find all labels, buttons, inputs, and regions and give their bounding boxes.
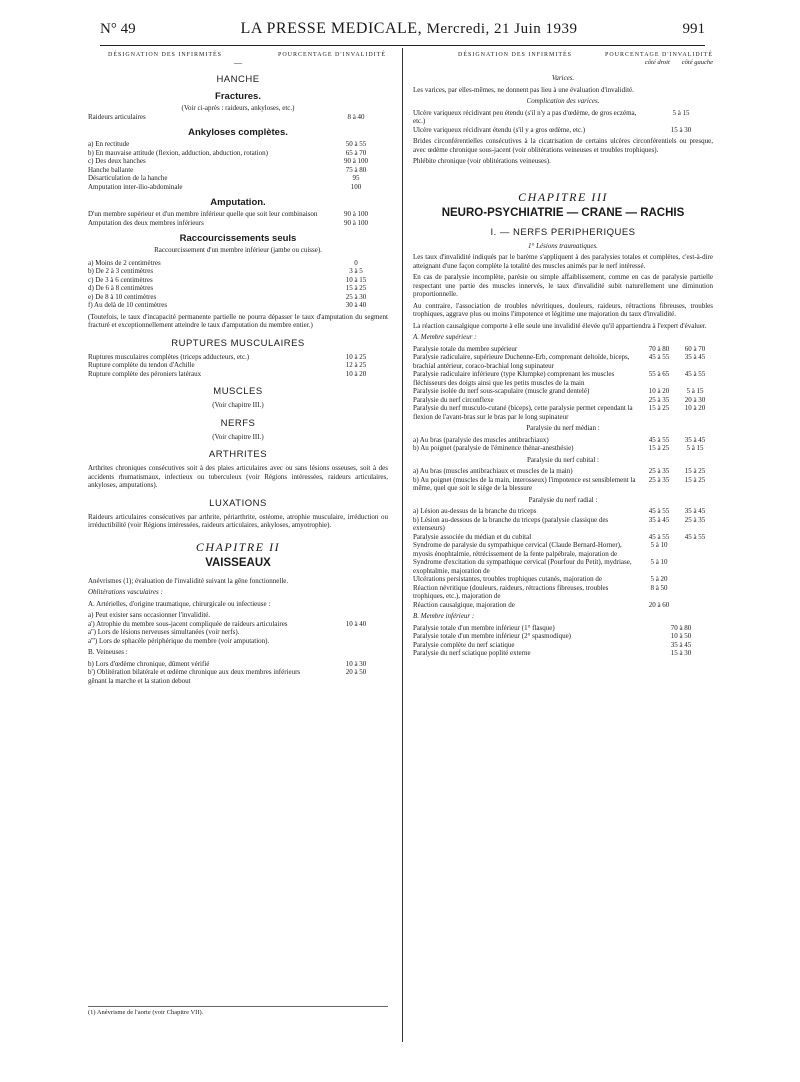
row-value-gauche: 5 à 15 — [686, 444, 704, 452]
row-value-gauche: 10 à 20 — [684, 404, 706, 412]
row-value: 10 à 20 — [345, 369, 367, 378]
table-row — [413, 624, 713, 633]
table-row — [88, 259, 388, 268]
row-value-droit: 10 à 20 — [648, 387, 670, 395]
luxations-paragraph: Raideurs articulaires consécutives par arthrite, périarthrite, ostéome, atrophie musculaire, irréduction ou irréductibilité (voir Régions intéressées, raideurs articulaires, ankyloses, amyotrophie). — [88, 512, 388, 529]
ruptures-list — [88, 353, 388, 379]
row-label: a''') Lors de sphacèle périphérique du membre (voir amputation). — [88, 636, 270, 645]
row-label: b) Au poignet (muscles de la main, interosseux) l'impotence est sensiblement la même, quel que soit le siège de la blessure — [413, 475, 636, 492]
row-label: Paralysie du nerf sciatique poplité externe — [413, 649, 531, 657]
table-row — [88, 353, 388, 362]
table-row — [413, 558, 713, 575]
row-value: 50 à 55 — [345, 140, 367, 148]
amputation-list — [88, 210, 388, 227]
row-label: Réaction causalgique, majoration de — [413, 600, 515, 609]
row-value: 20 à 50 — [345, 668, 367, 676]
table-row — [88, 301, 388, 310]
issue-number: N° 49 — [100, 21, 136, 37]
row-label: Paralysie associée du médian et du cubital — [413, 532, 532, 541]
row-label: b) Au poignet (paralysie de l'éminence thénar-anesthésie) — [413, 444, 574, 452]
table-row — [88, 284, 388, 293]
row-value: 8 à 40 — [347, 112, 365, 121]
table-row — [88, 210, 388, 219]
left-column-header — [108, 52, 386, 58]
table-row — [413, 396, 713, 405]
nerfs-note: (Voir chapitre III.) — [212, 432, 264, 441]
row-value: 10 à 30 — [345, 659, 367, 668]
row-label: Désarticulation de la hanche — [88, 174, 168, 182]
row-label: a) Lésion au-dessus de la branche du triceps — [413, 507, 537, 515]
varices-heading: Varices. — [551, 74, 575, 82]
chapter-2-heading: CHAPITRE II — [195, 539, 281, 554]
row-label: Hanche ballante — [88, 165, 134, 174]
row-label: Ruptures musculaires complètes (triceps adducteurs, etc.) — [88, 352, 250, 361]
table-row — [88, 276, 388, 285]
table-row — [413, 387, 713, 396]
row-value-droit: 5 à 10 — [650, 541, 668, 549]
row-value: 65 à 70 — [345, 148, 367, 157]
brides-paragraph: Brides circonférentielles consécutives à la cicatrisation de certains ulcères circonférentiels ou presque, avec œdème chronique sous-jacent (voir oblitérations veineuses et troubles trophiques). — [413, 137, 713, 154]
row-value-gauche: 45 à 55 — [684, 532, 706, 541]
row-label: Réaction névritique (douleurs, raideurs, rétractions fibreuses, troubles trophiques, etc.), majoration de — [413, 583, 609, 600]
raccourcissements-list — [88, 259, 388, 310]
table-row — [413, 444, 713, 453]
table-row — [413, 345, 713, 354]
radial-list — [413, 507, 713, 609]
subsection-fractures: Fractures. — [215, 91, 261, 102]
row-value-gauche: 20 à 30 — [684, 395, 706, 404]
row-value: 15 à 25 — [345, 284, 367, 292]
table-row — [413, 516, 713, 533]
row-label: a') Atrophie du membre sous-jacent compliquée de raideurs articulaires — [88, 619, 288, 628]
chapter-3-title: NEURO-PSYCHIATRIE — CRANE — RACHIS — [441, 206, 685, 219]
section-title-nerfs: NERFS — [220, 417, 256, 429]
row-value-droit: 25 à 35 — [648, 395, 670, 404]
row-label: a) Au bras (paralysie des muscles antibrachiaux) — [413, 435, 549, 444]
subsection-raccourcissements: Raccourcissements seuls — [179, 233, 297, 244]
complication-heading: Complication des varices. — [526, 97, 600, 105]
row-value — [324, 628, 388, 637]
row-label: Syndrome de paralysie du sympathique cervical (Claude Bernard-Horner), myosis énophtalmie, rétrécissement de la fente palpébrale, majoration de — [413, 541, 622, 558]
journal-title — [241, 20, 578, 38]
section-title-arthrites: ARTHRITES — [208, 449, 268, 460]
table-row — [413, 632, 713, 641]
ankyloses-list — [88, 140, 388, 191]
row-label: a) Peut exister sans occasionner l'invalidité. — [88, 611, 211, 619]
table-row — [413, 109, 713, 126]
section-title-muscles: MUSCLES — [213, 386, 263, 397]
table-row — [413, 370, 713, 387]
row-value-droit: 25 à 35 — [648, 467, 670, 475]
membre-inferieur-list — [413, 624, 713, 658]
row-label: Syndrome d'excitation du sympathique cervical (Pourfour du Petit), mydriase, exophtalmie, majoration de — [413, 558, 632, 575]
row-value-gauche: 35 à 45 — [684, 435, 706, 444]
cote-gauche-label: côté gauche — [681, 59, 713, 66]
table-row — [413, 641, 713, 650]
table-row — [413, 436, 713, 445]
row-value: 90 à 100 — [343, 218, 369, 227]
varices-paragraph: Les varices, par elles-mêmes, ne donnent pas lieu à une évaluation d'invalidité. — [413, 85, 634, 94]
journal-name: LA PRESSE MEDICALE, — [240, 20, 423, 37]
arthrites-paragraph: Arthrites chroniques consécutives soit à des plaies articulaires avec ou sans lésions osseuses, soit à des accidents rhumatismaux, infectieux ou tuberculeux (voir Régions intéressées, raideurs articulaires, ankyloses, amputations). — [88, 464, 388, 489]
row-value-droit: 45 à 55 — [648, 532, 670, 541]
row-label: c) Des deux hanches — [88, 157, 146, 165]
raccourcissements-note: Raccourcissement d'un membre inférieur (jambe ou cuisse). — [154, 246, 322, 254]
row-value: 10 à 40 — [345, 619, 367, 628]
table-row — [88, 166, 388, 175]
row-value-gauche: 45 à 55 — [684, 370, 706, 378]
varices-list — [413, 109, 713, 135]
median-heading: Paralysie du nerf médian : — [526, 424, 600, 432]
subsection-amputation: Amputation. — [210, 197, 266, 208]
table-row — [413, 126, 713, 135]
lesions-heading: 1° Lésions traumatiques. — [528, 241, 598, 250]
table-row — [88, 219, 388, 228]
table-row — [413, 404, 713, 421]
row-value: 30 à 40 — [345, 301, 367, 309]
table-row — [413, 476, 713, 493]
intro-paragraph-2: En cas de paralysie incomplète, parésie ou simple affaiblissement, comme en cas de paralysie partielle respectant une partie des muscles innervés, le taux d'invalidité subit naturellement une diminution proportionnelle. — [413, 273, 713, 298]
intro-paragraph-4: La réaction causalgique comporte à elle seule une invalidité élevée qu'il appartiendra à l'expert d'évaluer. — [413, 321, 707, 330]
section-title-hanche: HANCHE — [216, 74, 260, 85]
row-label: a) En rectitude — [88, 140, 130, 148]
table-row — [413, 575, 713, 584]
membre-superieur-heading: A. Membre supérieur : — [413, 333, 477, 341]
row-value-gauche: 15 à 25 — [684, 467, 706, 475]
row-label: b) En mauvaise attitude (flexion, adduction, abduction, rotation) — [88, 148, 269, 157]
intro-paragraph-1: Les taux d'invalidité indiqués par le barème s'appliquent à des paralysies totales et complètes, c'est-à-dire atteignant d'une façon complète la totalité des muscles animés par le nerf intéressé. — [413, 253, 713, 270]
row-label: b) Lésion au-dessous de la branche du triceps (paralysie classique des extenseurs) — [413, 515, 609, 532]
col-heading-percentage: POURCENTAGE D'INVALIDITÉ — [278, 52, 386, 58]
col-heading-percentage: POURCENTAGE D'INVALIDITÉ — [605, 52, 713, 58]
row-label: b) De 2 à 3 centimètres — [88, 267, 154, 275]
row-value-droit: 45 à 55 — [648, 353, 670, 361]
row-value: 75 à 80 — [345, 165, 367, 174]
row-value: 100 — [350, 182, 362, 191]
table-row — [413, 649, 713, 658]
chapter-3-heading: CHAPITRE III — [518, 189, 608, 204]
row-label: f) Au delà de 10 centimètres — [88, 301, 168, 309]
row-value-droit: 45 à 55 — [648, 435, 670, 444]
row-label: Paralysie du nerf circonflexe — [413, 395, 494, 404]
row-value-gauche — [677, 584, 713, 601]
membre-superieur-list — [413, 345, 713, 422]
row-value: 3 à 5 — [349, 267, 363, 275]
col-heading-designation: DÉSIGNATION DES INFIRMITÉS — [458, 52, 572, 58]
table-row — [88, 140, 388, 149]
row-value: 10 à 50 — [670, 632, 692, 640]
muscles-note: (Voir chapitre III.) — [212, 401, 264, 409]
table-row — [88, 157, 388, 166]
row-value: 10 à 15 — [345, 275, 367, 284]
row-label: c) De 3 à 6 centimètres — [88, 275, 153, 284]
row-value-droit: 55 à 65 — [648, 370, 670, 378]
row-value-droit: 70 à 80 — [648, 344, 670, 353]
row-value: 70 à 80 — [670, 623, 692, 632]
vascular-list — [88, 611, 388, 645]
column-divider — [402, 48, 403, 1042]
fractures-note: (Voir ci-après : raideurs, ankyloses, etc.) — [181, 104, 295, 112]
row-value-gauche — [677, 558, 713, 575]
row-label: d) De 6 à 8 centimètres — [88, 284, 154, 292]
table-row — [88, 620, 388, 629]
row-label: Rupture complète du tendon d'Achille — [88, 361, 195, 369]
row-label: Ulcère variqueux récidivant étendu (s'il y a gros œdème, etc.) — [413, 125, 586, 134]
row-label: Raideurs articulaires — [88, 112, 146, 121]
row-label: D'un membre supérieur et d'un membre inférieur quelle que soit leur combinaison — [88, 210, 318, 218]
cubital-list — [413, 467, 713, 493]
chapter-2-title: VAISSEAUX — [205, 556, 271, 569]
table-row — [413, 507, 713, 516]
left-column — [88, 48, 388, 1042]
table-row — [88, 267, 388, 276]
table-row — [88, 149, 388, 158]
row-value: 25 à 30 — [345, 292, 367, 301]
obliterations-heading: Oblitérations vasculaires : — [88, 588, 163, 596]
cubital-heading: Paralysie du nerf cubital : — [527, 455, 599, 464]
row-value-gauche: 15 à 25 — [684, 475, 706, 484]
row-label: a'') Lors de lésions nerveuses simultanées (voir nerfs). — [88, 628, 240, 636]
row-value-gauche: 35 à 45 — [684, 507, 706, 515]
table-row — [88, 183, 388, 192]
row-value: 15 à 30 — [670, 125, 692, 134]
raccourcissements-paragraph: (Toutefois, le taux d'incapacité permanente partielle ne pourra dépasser le taux d'amputation du segment fracturé et exceptionnellement atteindre le taux d'amputation du membre entier.) — [88, 312, 388, 329]
anevrismes-paragraph: Anévrismes (1); évaluation de l'invalidité suivant la gêne fonctionnelle. — [88, 576, 289, 585]
row-value: 35 à 45 — [670, 640, 692, 649]
cote-droit-label: côté droit — [644, 59, 670, 66]
row-value-gauche — [677, 601, 713, 610]
row-value-droit: 15 à 25 — [648, 444, 670, 452]
row-value: 0 — [354, 258, 358, 267]
row-label: Paralysie complète du nerf sciatique — [413, 640, 515, 649]
footnote: (1) Anévrisme de l'aorte (voir Chapitre VII). — [88, 1006, 388, 1016]
row-label: e) De 8 à 10 centimètres — [88, 292, 157, 301]
row-value: 95 — [352, 174, 360, 182]
table-row — [88, 293, 388, 302]
table-row — [88, 637, 388, 646]
row-value: 15 à 30 — [670, 649, 692, 657]
row-value-droit: 35 à 45 — [648, 515, 670, 524]
row-label: b) Lors d'œdème chronique, dûment vérifié — [88, 659, 210, 668]
table-row — [413, 467, 713, 476]
row-label: b') Oblitération bilatérale et œdème chronique aux deux membres inférieurs gênant la marche et la station debout — [88, 668, 301, 685]
section-title-nerfs-peripheriques: I. — NERFS PERIPHERIQUES — [490, 226, 636, 238]
table-row — [88, 361, 388, 370]
row-value: 12 à 25 — [345, 361, 367, 369]
row-value-droit: 5 à 20 — [650, 575, 668, 583]
row-value — [324, 637, 388, 646]
col-heading-designation: DÉSIGNATION DES INFIRMITÉS — [108, 52, 222, 58]
row-value-droit: 5 à 10 — [650, 558, 668, 566]
table-row — [88, 668, 388, 685]
issue-date: Mercredi, 21 Juin 1939 — [426, 21, 578, 37]
row-value — [324, 611, 388, 620]
row-value-gauche — [677, 575, 713, 584]
row-label: Paralysie radiculaire inférieure (type Klumpke) comprenant les muscles fléchisseurs des doigts ainsi que les petits muscles de la main — [413, 370, 615, 387]
table-row — [413, 584, 713, 601]
row-label: a) Moins de 2 centimètres — [88, 258, 161, 267]
side-subheader — [413, 59, 713, 66]
page-number: 991 — [682, 21, 705, 37]
section-title-luxations: LUXATIONS — [209, 497, 267, 509]
row-label: Paralysie isolée du nerf sous-scapulaire (muscle grand dentelé) — [413, 387, 590, 395]
table-row — [88, 113, 388, 122]
table-row — [413, 601, 713, 610]
row-label: Amputation inter-ilio-abdominale — [88, 182, 183, 191]
row-value-droit: 15 à 25 — [648, 404, 670, 412]
membre-inferieur-heading: B. Membre inférieur : — [413, 612, 475, 620]
table-row — [413, 541, 713, 558]
row-label: Ulcérations persistantes, troubles trophiques cutanés, majoration de — [413, 575, 602, 583]
row-label: a) Au bras (muscles antibrachiaux et muscles de la main) — [413, 467, 573, 475]
phlebite-paragraph: Phlébite chronique (voir oblitérations veineuses). — [413, 157, 551, 165]
median-list — [413, 436, 713, 453]
row-value: 90 à 100 — [343, 210, 369, 218]
table-row — [88, 628, 388, 637]
row-label: Ulcère variqueux récidivant peu étendu (s'il n'y a pas d'œdème, de gros eczéma, etc.) — [413, 108, 637, 125]
row-label: Paralysie totale du membre supérieur — [413, 344, 518, 353]
row-label: Rupture complète des péroniers latéraux — [88, 369, 202, 378]
veineuses-heading: B. Veineuses : — [88, 648, 128, 656]
row-value: 5 à 15 — [672, 108, 690, 117]
page-header — [100, 20, 705, 46]
subsection-ankyloses: Ankyloses complètes. — [188, 127, 288, 138]
row-value-gauche: 5 à 15 — [686, 387, 704, 395]
venous-list — [88, 660, 388, 686]
table-row — [88, 370, 388, 379]
table-row — [88, 611, 388, 620]
arterielles-heading: A. Artérielles, d'origine traumatique, chirurgicale ou infectieuse : — [88, 599, 271, 608]
row-label: Paralysie totale d'un membre inférieur (2° spasmodique) — [413, 632, 572, 640]
table-row — [413, 353, 713, 370]
row-value-droit: 20 à 60 — [648, 600, 670, 609]
table-row — [88, 174, 388, 183]
right-column — [413, 48, 713, 1042]
row-label: Paralysie totale d'un membre inférieur (1° flasque) — [413, 623, 555, 632]
table-row — [88, 660, 388, 669]
right-column-header — [458, 52, 713, 58]
row-value-gauche: 35 à 45 — [684, 353, 706, 361]
row-label: Paralysie radiculaire, supérieure Duchenne-Erb, comprenant deltoïde, biceps, brachial antérieur, coraco-brachial long supinateur — [413, 353, 630, 370]
row-value-droit: 25 à 35 — [648, 475, 670, 484]
header-dash: — — [234, 58, 242, 67]
row-label: Paralysie du nerf musculo-cutané (biceps), cette paralysie permet cependant la flexion de l'avant-bras sur le bras par le long supinateur — [413, 404, 633, 421]
row-value-gauche: 60 à 70 — [684, 344, 706, 353]
row-value-gauche — [677, 541, 713, 558]
row-label: Amputation des deux membres inférieurs — [88, 218, 204, 227]
row-value: 90 à 100 — [343, 157, 369, 165]
row-value-droit: 45 à 55 — [648, 507, 670, 515]
table-row — [413, 533, 713, 542]
intro-paragraph-3: Au contraire, l'association de troubles névritiques, douleurs, raideurs, rétractions fibreuses, troubles trophiques, aggrave plus ou moins l'impotence et légitime une majoration du taux d'invalidité. — [413, 301, 713, 318]
radial-heading: Paralysie du nerf radial : — [528, 495, 598, 504]
row-value-gauche: 25 à 35 — [684, 515, 706, 524]
row-value: 10 à 25 — [345, 352, 367, 361]
section-title-ruptures: RUPTURES MUSCULAIRES — [171, 337, 305, 349]
row-value-droit: 8 à 50 — [650, 583, 668, 592]
